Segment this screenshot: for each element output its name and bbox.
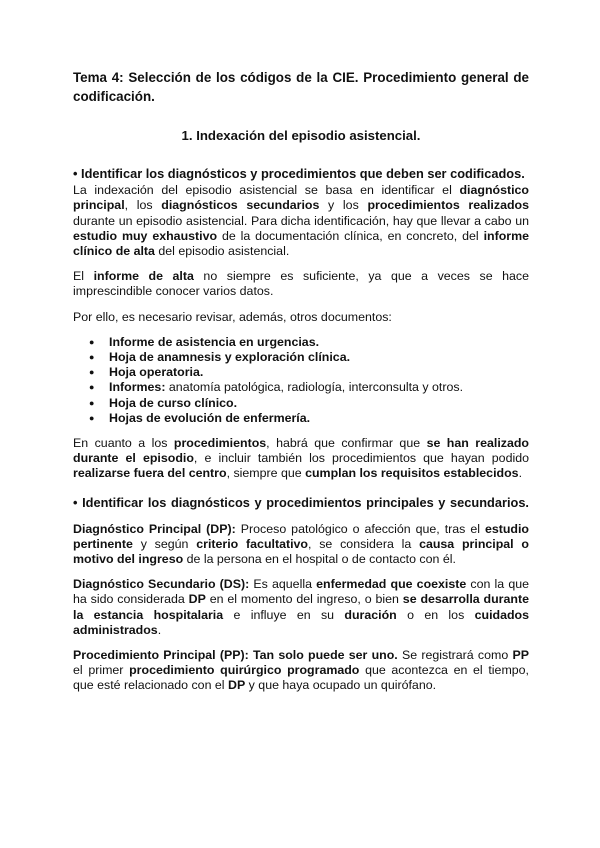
list-item: ● Informes: anatomía patológica, radiología, interconsulta y otros. — [73, 380, 529, 395]
subheading-identify: • Identificar los diagnósticos y procedimientos que deben ser codificados. — [73, 166, 525, 182]
paragraph-procedimientos: En cuanto a los procedimientos, habrá que confirmar que se han realizado durante el episodio, e incluir también los procedimientos que hayan podido realizarse fuera del centro, siempre que cumplan los requisitos establecidos. — [73, 436, 529, 481]
paragraph-diagnostico-secundario: Diagnóstico Secundario (DS): Es aquella enfermedad que coexiste con la que ha sido considerada DP en el momento del ingreso, o bien se desarrolla durante la estancia hospitalaria e influye en su duración o en los cuidados administrados. — [73, 577, 530, 637]
page-title: Tema 4: Selección de los códigos de la CIE. Procedimiento general de codificación. — [73, 70, 529, 104]
documents-list — [73, 335, 529, 426]
paragraph-indexacion: La indexación del episodio asistencial se basa en identificar el diagnóstico principal, los diagnósticos secundarios y los procedimientos realizados durante un episodio asistencial. Para dicha identificación, hay que llevar a cabo un estudio muy exhaustivo de la documentación clínica, en concreto, del informe clínico de alta del episodio asistencial. — [73, 183, 529, 259]
paragraph-procedimiento-principal: Procedimiento Principal (PP): Tan solo puede ser uno. Se registrará como PP el primer procedimiento quirúrgico programado que acontezca en el tiempo, que esté relacionado con el DP y que haya ocupado un quirófano. — [73, 648, 529, 693]
subheading-principales: • Identificar los diagnósticos y procedimientos principales y secundarios. — [73, 494, 529, 510]
list-item: ● Informe de asistencia en urgencias. — [73, 335, 529, 350]
list-item: ● Hojas de evolución de enfermería. — [73, 411, 529, 426]
paragraph-otros-documentos: Por ello, es necesario revisar, además, otros documentos: — [73, 309, 392, 324]
section-heading: 1. Indexación del episodio asistencial. — [181, 128, 421, 143]
document-page — [73, 68, 529, 694]
paragraph-diagnostico-principal: Diagnóstico Principal (DP): Proceso patológico o afección que, tras el estudio pertinente y según criterio facultativo, se considera la causa principal o motivo del ingreso de la persona en el hospital o de contacto con él. — [73, 521, 529, 567]
paragraph-informe-alta: El informe de alta no siempre es suficiente, ya que a veces se hace imprescindible conocer varios datos. — [73, 269, 529, 299]
list-item: ● Hoja de curso clínico. — [73, 396, 529, 411]
list-item: ● Hoja operatoria. — [73, 365, 529, 380]
list-item: ● Hoja de anamnesis y exploración clínica. — [73, 350, 529, 365]
